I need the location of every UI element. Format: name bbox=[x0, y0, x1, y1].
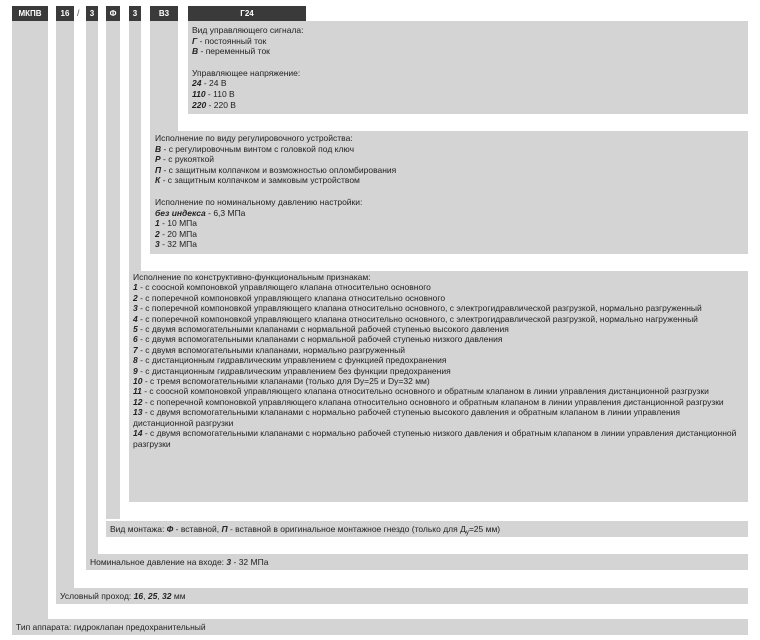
stem-pressure bbox=[86, 21, 98, 554]
stem-design bbox=[129, 21, 141, 271]
code-part-design: 3 bbox=[129, 6, 141, 21]
adjust-box bbox=[150, 131, 748, 254]
design-item: 8 - с дистанционным гидравлическим управлением с функцией предохранения bbox=[133, 355, 447, 366]
adjust-item: В - с регулировочным винтом с головкой под ключ bbox=[155, 143, 355, 154]
code-part-signal: Г24 bbox=[188, 6, 306, 21]
adjust-item: П - с защитным колпачком и возможностью опломбирования bbox=[155, 164, 397, 175]
design-item: 11 - с соосной компоновкой управляющего клапана относительно основного и обратным клапаном в линии управления дистанционной разгрузки bbox=[133, 386, 709, 397]
design-item: 6 - с двумя вспомогательными клапанами с нормальной рабочей ступенью низкого давления bbox=[133, 334, 503, 345]
pressure-setting-item: 2 - 20 МПа bbox=[155, 228, 198, 239]
design-item: 4 - с поперечной компоновкой управляющего клапана относительно основного, с электрогидравлической разгрузкой, нормально нагруженный bbox=[133, 313, 698, 324]
code-part-type: МКПВ bbox=[12, 6, 48, 21]
voltage-title: Управляющее напряжение: bbox=[192, 67, 301, 78]
code-part-adjust: В3 bbox=[150, 6, 178, 21]
mount-box: Вид монтажа: Ф - вставной, П - вставной в оригинальное монтажное гнездо (только для $Д_у=25$ мм) bbox=[106, 521, 748, 537]
design-item: 1 - с соосной компоновкой управляющего клапана относительно основного bbox=[133, 282, 431, 293]
adjust-title: Исполнение по виду регулировочного устройства: bbox=[155, 133, 353, 143]
design-item: 7 - с двумя вспомогательными клапанами, нормально разгруженный bbox=[133, 344, 406, 355]
pressure-setting-item: 3 - 32 МПа bbox=[155, 239, 198, 250]
stem-type bbox=[12, 21, 48, 619]
design-item: 10 - с тремя вспомогательными клапанами (только для Dy=25 и Dy=32 мм) bbox=[133, 376, 430, 387]
design-item: 2 - с поперечной компоновкой управляющего клапана относительно основного bbox=[133, 292, 446, 303]
signal-title: Вид управляющего сигнала: bbox=[192, 25, 304, 35]
code-part-bore: 16 bbox=[56, 6, 74, 21]
stem-mount bbox=[106, 21, 120, 519]
design-item: 13 - с двумя вспомогательными клапанами с нормально рабочей ступенью высокого давления и обратным клапаном в линии управления дистанционной разгрузки bbox=[133, 407, 680, 428]
design-item: 14 - с двумя вспомогательными клапанами с нормально рабочей ступенью низкого давления и обратным клапаном в линии управления дистанционной разгрузки bbox=[133, 428, 737, 449]
signal-item: В - переменный ток bbox=[192, 46, 270, 57]
adjust-item: Р - с рукояткой bbox=[155, 154, 215, 165]
pressure-setting-item: 1 - 10 МПа bbox=[155, 218, 198, 229]
adjust-item: К - с защитным колпачком и замковым устройством bbox=[155, 175, 360, 186]
voltage-item: 220 - 220 В bbox=[192, 99, 236, 110]
design-item: 12 - с поперечной компоновкой управляющего клапана относительно основного и обратным клапаном в линии управления дистанционной разгрузки bbox=[133, 396, 724, 407]
signal-item: Г - постоянный ток bbox=[192, 35, 267, 46]
signal-box bbox=[188, 21, 748, 114]
device-type-box: Тип аппарата: гидроклапан предохранительный bbox=[12, 619, 748, 635]
stem-bore bbox=[56, 21, 74, 588]
design-item: 3 - с поперечной компоновкой управляющего клапана относительно основного, с электрогидравлической разгрузкой, нормально разгруженный bbox=[133, 303, 702, 314]
voltage-item: 24 - 24 В bbox=[192, 78, 227, 89]
design-item: 5 - с двумя вспомогательными клапанами с нормальной рабочей ступенью высокого давления bbox=[133, 324, 509, 335]
design-item: 9 - с дистанционным гидравлическим управлением без функции предохранения bbox=[133, 365, 451, 376]
stem-adjust bbox=[150, 21, 178, 131]
design-box bbox=[129, 271, 748, 502]
code-separator: / bbox=[77, 8, 80, 18]
pressure-setting-item: без индекса - 6,3 МПа bbox=[155, 207, 246, 218]
design-title: Исполнение по конструктивно-функциональным признакам: bbox=[133, 272, 371, 282]
code-part-mount: Ф bbox=[106, 6, 120, 21]
inlet-pressure-box: Номинальное давление на входе: 3 - 32 МПа bbox=[86, 554, 748, 570]
voltage-item: 110 - 110 В bbox=[192, 88, 235, 99]
bore-box: Условный проход: 16, 25, 32 мм bbox=[56, 588, 748, 604]
pressure-setting-title: Исполнение по номинальному давлению настройки: bbox=[155, 196, 363, 207]
code-part-pressure: 3 bbox=[86, 6, 98, 21]
